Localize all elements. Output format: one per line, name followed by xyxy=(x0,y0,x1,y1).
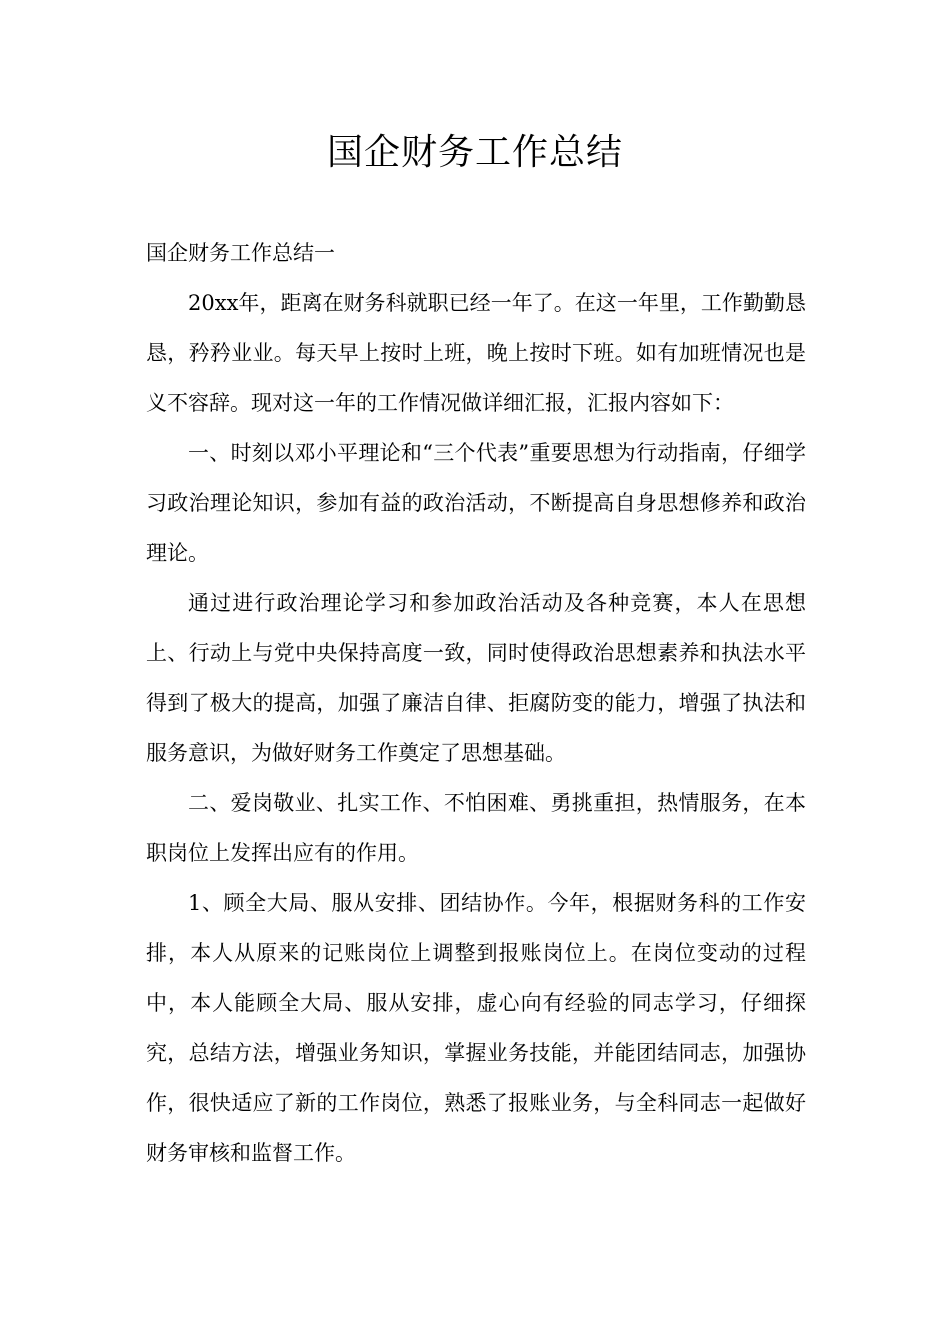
paragraph-political-study: 通过进行政治理论学习和参加政治活动及各种竞赛，本人在思想上、行动上与党中央保持高度一致，同时使得政治思想素养和执法水平得到了极大的提高，加强了廉洁自律、拒腐防变的能力，增强了执法和服务意识，为做好财务工作奠定了思想基础。 xyxy=(146,591,806,765)
section-heading: 国企财务工作总结一 xyxy=(146,241,335,265)
paragraph-point-two: 二、爱岗敬业、扎实工作、不怕困难、勇挑重担，热情服务，在本职岗位上发挥出应有的作用。 xyxy=(146,791,806,865)
document-body xyxy=(146,228,806,1178)
paragraph-point-one: 一、时刻以邓小平理论和“三个代表”重要思想为行动指南，仔细学习政治理论知识，参加有益的政治活动，不断提高自身思想修养和政治理论。 xyxy=(146,441,806,565)
paragraph-sub-point-one: 1、顾全大局、服从安排、团结协作。今年，根据财务科的工作安排，本人从原来的记账岗位上调整到报账岗位上。在岗位变动的过程中，本人能顾全大局、服从安排，虚心向有经验的同志学习，仔细探究，总结方法，增强业务知识，掌握业务技能，并能团结同志，加强协作，很快适应了新的工作岗位，熟悉了报账业务，与全科同志一起做好财务审核和监督工作。 xyxy=(146,891,806,1165)
paragraph-intro: 20xx年，距离在财务科就职已经一年了。在这一年里，工作勤勤恳恳，矜矜业业。每天早上按时上班，晚上按时下班。如有加班情况也是义不容辞。现对这一年的工作情况做详细汇报，汇报内容如下： xyxy=(146,291,806,415)
page-title: 国企财务工作总结 xyxy=(326,132,623,173)
